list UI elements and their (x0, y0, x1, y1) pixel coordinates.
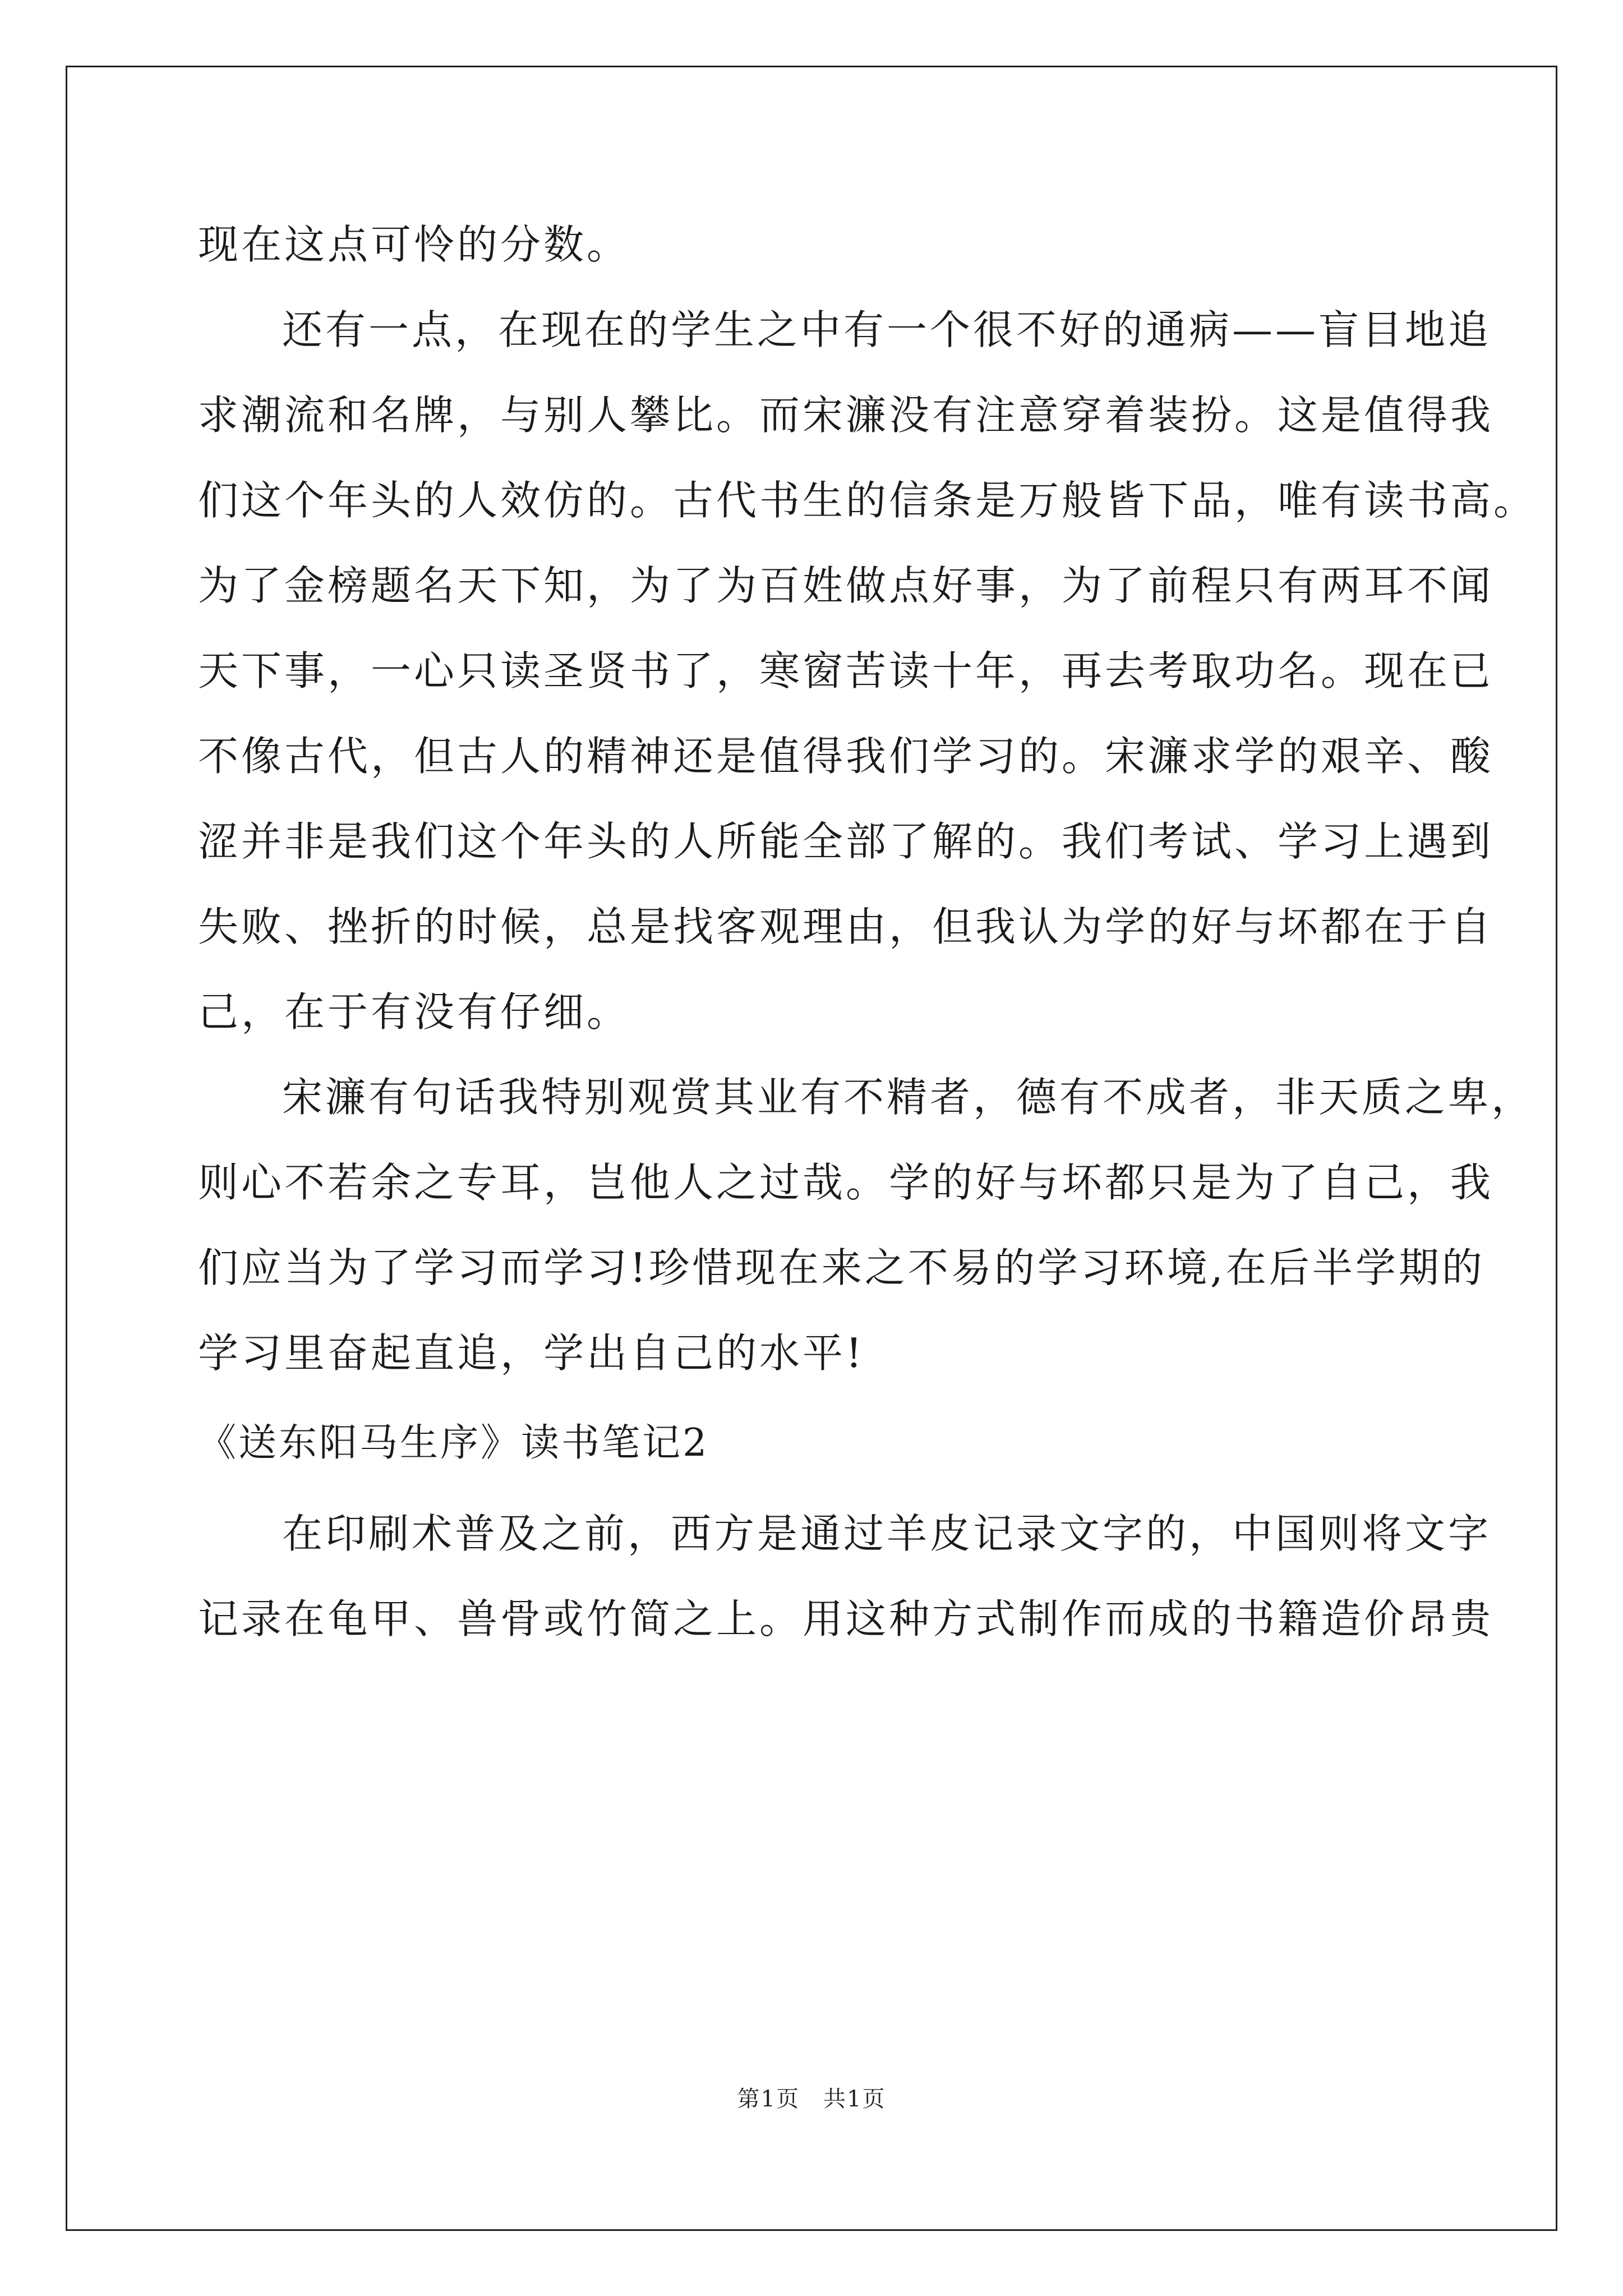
section-heading: 《送东阳马生序》读书笔记2 (198, 1421, 709, 1465)
document-body (198, 202, 1537, 1662)
text-line: 们应当为了学习而学习!珍惜现在来之不易的学习环境,在后半学期的 (198, 1244, 1485, 1291)
text-line: 天下事，一心只读圣贤书了，寒窗苦读十年，再去考取功名。现在已 (198, 647, 1494, 694)
text-line: 则心不若余之专耳，岂他人之过哉。学的好与坏都只是为了自己，我 (198, 1159, 1494, 1206)
text-line: 在印刷术普及之前，西方是通过羊皮记录文字的，中国则将文字 (282, 1510, 1492, 1557)
text-line: 还有一点，在现在的学生之中有一个很不好的通病——盲目地追 (282, 306, 1492, 353)
text-line: 失败、挫折的时候，总是找客观理由，但我认为学的好与坏都在于自 (198, 903, 1494, 950)
text-line: 现在这点可怜的分数。 (198, 221, 630, 268)
paragraph (198, 202, 1432, 287)
text-line: 为了金榜题名天下知，为了为百姓做点好事，为了前程只有两耳不闻 (198, 562, 1494, 609)
text-line: 涩并非是我们这个年头的人所能全部了解的。我们考试、学习上遇到 (198, 818, 1494, 865)
paragraph (198, 1491, 1494, 1662)
text-line: 记录在龟甲、兽骨或竹简之上。用这种方式制作而成的书籍造价昂贵 (198, 1595, 1494, 1642)
paragraph (198, 1055, 1535, 1396)
text-line: 们这个年头的人效仿的。古代书生的信条是万般皆下品，唯有读书高。 (198, 477, 1537, 524)
text-line: 宋濂有句话我特别观赏其业有不精者，德有不成者，非天质之卑， (282, 1074, 1535, 1121)
text-line: 学习里奋起直追，学出自己的水平! (198, 1329, 865, 1377)
page-number-footer: 第1页 共1页 (737, 2086, 886, 2112)
text-line: 不像古代，但古人的精神还是值得我们学习的。宋濂求学的艰辛、酸 (198, 733, 1494, 780)
text-line: 己，在于有没有仔细。 (198, 988, 630, 1036)
text-line: 求潮流和名牌，与别人攀比。而宋濂没有注意穿着装扮。这是值得我 (198, 392, 1494, 439)
paragraph (198, 287, 1537, 1055)
